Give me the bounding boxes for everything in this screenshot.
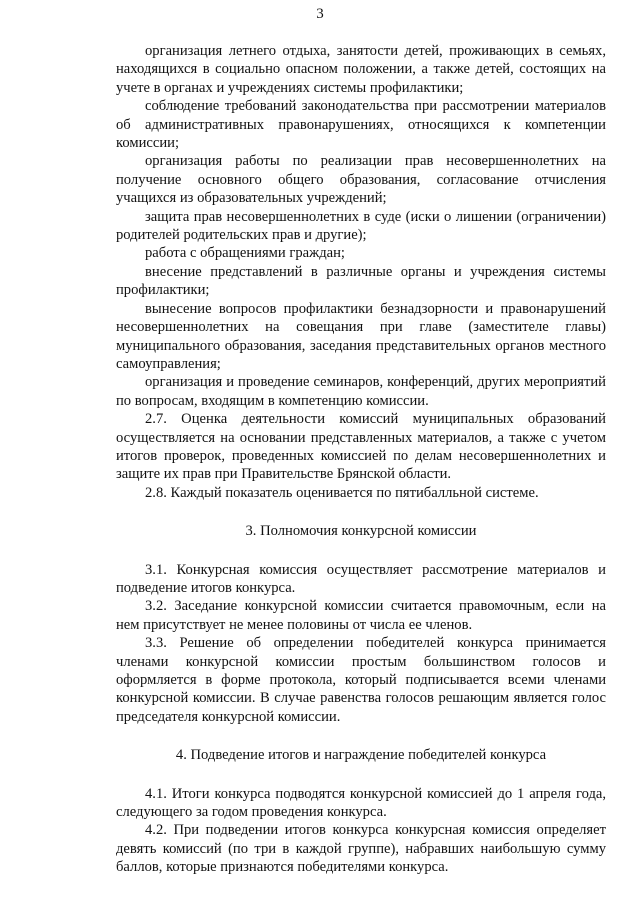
- paragraph-4-1: 4.1. Итоги конкурса подводятся конкурсной комиссией до 1 апреля года, следующего за годом проведения конкурса.: [116, 785, 606, 821]
- section-3-heading: 3. Полномочия конкурсной комиссии: [245, 523, 477, 540]
- document-body: [116, 42, 606, 877]
- paragraph-3-1: 3.1. Конкурсная комиссия осуществляет рассмотрение материалов и подведение итогов конкурса.: [116, 561, 606, 596]
- paragraph: организация летнего отдыха, занятости детей, проживающих в семьях, находящихся в социально опасном положении, а также детей, состоящих на учете в органах и учреждениях системы профилактики;: [116, 43, 606, 96]
- paragraph-3-3: 3.3. Решение об определении победителей конкурса принимается членами конкурсной комиссии простым большинством голосов и оформляется в форме протокола, который подписывается всеми членами конкурсной комиссии. В случае равенства голосов решающим является голос председателя конкурсной комиссии.: [116, 635, 606, 725]
- section-4-heading: 4. Подведение итогов и награждение победителей конкурса: [175, 747, 547, 764]
- paragraph: организация и проведение семинаров, конференций, других мероприятий по вопросам, входящим в компетенцию комиссии.: [116, 374, 606, 409]
- paragraph-2-8: 2.8. Каждый показатель оценивается по пятибалльной системе.: [145, 484, 539, 501]
- paragraph-2-7: 2.7. Оценка деятельности комиссий муниципальных образований осуществляется на основании представленных материалов, а также с учетом итогов проверок, проведенных комиссией по делам несовершеннолетних и защите их прав при Правительстве Брянской области.: [116, 411, 606, 483]
- paragraph: внесение представлений в различные органы и учреждения системы профилактики;: [116, 263, 606, 299]
- paragraph: работа с обращениями граждан;: [145, 245, 345, 262]
- paragraph: вынесение вопросов профилактики безнадзорности и правонарушений несовершеннолетних на совещания при главе (заместителе главы) муниципального образования, заседания представительных органов местного самоуправления;: [116, 300, 606, 372]
- paragraph-4-2: 4.2. При подведении итогов конкурса конкурсная комиссия определяет девять комиссий (по три в каждой группе), набравших наибольшую сумму баллов, которые признаются победителями конкурса.: [116, 822, 606, 876]
- page-number: 3: [316, 6, 324, 22]
- paragraph-3-2: 3.2. Заседание конкурсной комиссии считается правомочным, если на нем присутствует не менее половины от числа ее членов.: [116, 598, 606, 633]
- paragraph: организация работы по реализации прав несовершеннолетних на получение основного общего образования, согласование отчисления учащихся из образовательных учреждений;: [116, 153, 606, 207]
- paragraph: защита прав несовершеннолетних в суде (иски о лишении (ограничении) родителей родительских прав и другие);: [116, 208, 606, 244]
- paragraph: соблюдение требований законодательства при рассмотрении материалов об административных правонарушениях, относящихся к компетенции комиссии;: [116, 98, 606, 152]
